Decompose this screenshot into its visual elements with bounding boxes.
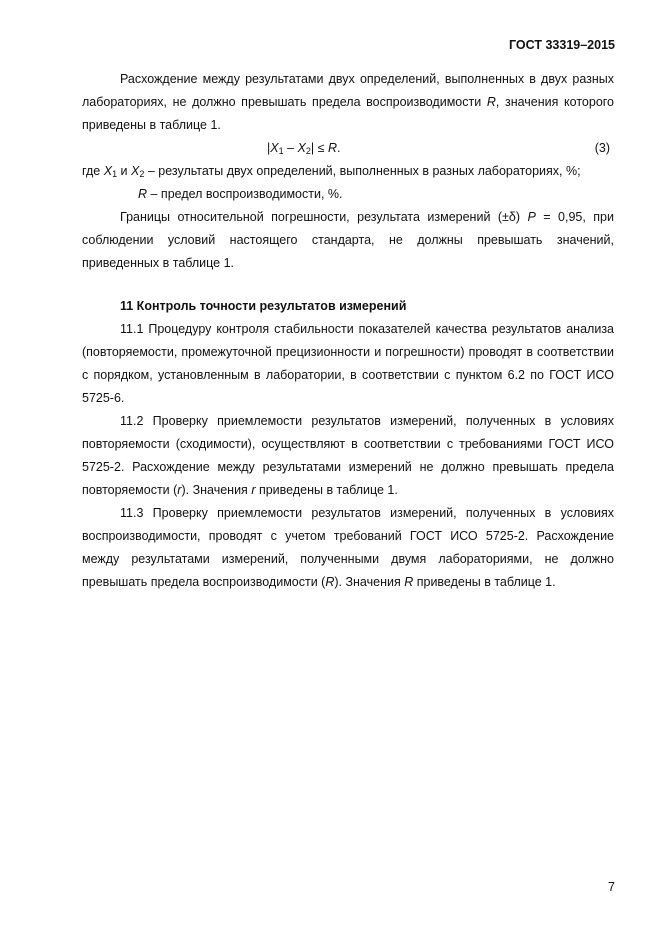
section-11-title: 11 Контроль точности результатов измерений <box>120 299 407 313</box>
formula-minus: – <box>283 141 298 155</box>
text-span: приведены в таблице 1. <box>255 483 398 497</box>
formula-3 <box>82 137 614 160</box>
where-x-definition <box>82 160 614 183</box>
symbol-X: X <box>103 164 113 178</box>
symbol-R: R <box>327 141 337 155</box>
where-r-definition <box>82 183 614 206</box>
subscript-1: 1 <box>112 169 118 179</box>
symbol-X: X <box>270 141 279 155</box>
text-span: 11.2 Проверку приемлемости результатов измерений, полученных в условиях повторяемости (сходимости), осуществляют в соответствии с требованиями ГОСТ ИСО 5725-2. Расхождение между результатами измерений не должно превышать предела повторяемости ( <box>82 414 614 497</box>
symbol-X: X <box>131 164 140 178</box>
paragraph-reproducibility <box>82 68 614 137</box>
text-span: , значения которого приведены в таблице 1. <box>82 95 615 132</box>
symbol-R: R <box>325 575 335 589</box>
paragraph-11-1: 11.1 Процедуру контроля стабильности показателей качества результатов анализа (повторяемости, промежуточной прецизионности и погрешности) проводят в соответствии с порядком, установленным в лаборатории, в соответствии с пунктом 6.2 по ГОСТ ИСО 5725-6. <box>82 322 614 405</box>
text-span: ). Значения <box>181 483 252 497</box>
text-span: и <box>117 164 132 178</box>
symbol-R: R <box>138 187 148 201</box>
text-span: – результаты двух определений, выполненных в разных лабораториях, %; <box>144 164 581 178</box>
formula-dot: . <box>336 141 341 155</box>
subscript-1: 1 <box>278 146 284 156</box>
formula-abs-open: | <box>267 141 271 155</box>
symbol-R: R <box>486 95 496 109</box>
text-span: приведены в таблице 1. <box>413 575 556 589</box>
formula-number: (3) <box>594 141 610 155</box>
text-span: 11.3 Проверку приемлемости результатов измерений, полученных в условиях воспроизводимости, проводят с учетом требований ГОСТ ИСО 5725-2. Расхождение между результатами измерений, полученными двумя лабораториями, не должно превышать предела воспроизводимости ( <box>82 506 614 589</box>
paragraph-11-3 <box>82 502 614 594</box>
symbol-X: X <box>297 141 306 155</box>
page-content <box>82 68 614 594</box>
text-span: – предел воспроизводимости, %. <box>147 187 343 201</box>
subscript-2: 2 <box>139 169 145 179</box>
formula-leq: | ≤ <box>310 141 328 155</box>
document-header: ГОСТ 33319–2015 <box>509 38 615 52</box>
symbol-r: r <box>177 483 182 497</box>
text-span: ). Значения <box>334 575 405 589</box>
paragraph-11-2 <box>82 410 614 502</box>
text-span: Расхождение между результатами двух определений, выполненных в двух разных лабораториях, не должно превышать предела воспроизводимости <box>82 72 614 109</box>
symbol-R: R <box>404 575 414 589</box>
text-span: Границы относительной погрешности, результата измерений (±δ) <box>120 210 528 224</box>
symbol-P: P <box>527 210 536 224</box>
text-span: = 0,95, при соблюдении условий настоящего стандарта, не должны превышать значений, приведенных в таблице 1. <box>82 210 614 270</box>
symbol-r: r <box>251 483 256 497</box>
formula-expression <box>267 137 340 160</box>
subscript-2: 2 <box>305 146 311 156</box>
paragraph-error-bounds <box>82 206 614 275</box>
where-prefix: где <box>82 164 104 178</box>
page-number: 7 <box>608 880 615 894</box>
